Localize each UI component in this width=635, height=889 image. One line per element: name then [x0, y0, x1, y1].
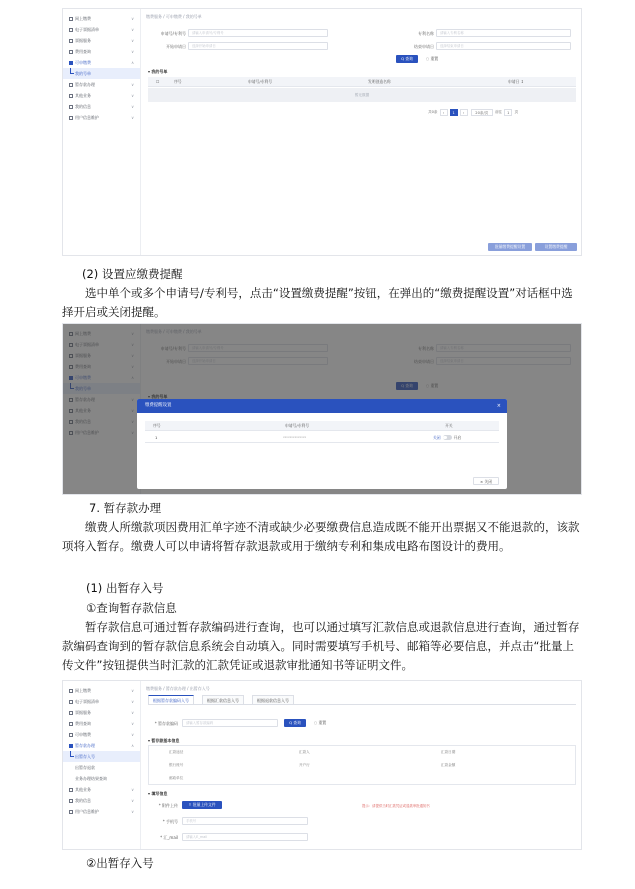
sidebar-item-label: 我的信息 [75, 104, 91, 109]
sidebar-item-4[interactable] [63, 729, 140, 740]
sidebar-item-label: 其他业务 [75, 93, 91, 98]
sidebar-item-11[interactable] [63, 806, 140, 817]
chevron-icon: ∨ [131, 699, 134, 704]
search-button[interactable]: Q 查询 [284, 719, 306, 727]
chevron-icon: ∨ [131, 93, 134, 98]
code-input[interactable]: 请输入暂存款编码 [182, 719, 278, 727]
paragraph-temp-deposit: 缴费人所缴款项因费用汇单字迹不清或缺少必要缴费信息造成既不能开出票据又不能退款的，该款项将入暂存。缴费人可以申请将暂存款退款或用于缴纳专利和集成电路布图设计的费用。 [62, 520, 580, 553]
sidebar-item-0[interactable] [63, 685, 140, 696]
chevron-icon: ∧ [131, 60, 134, 65]
email-input[interactable]: 请输入E_mail [182, 833, 308, 841]
search-button[interactable]: Q 查询 [396, 55, 418, 63]
goto-suffix: 页 [514, 110, 519, 114]
sidebar-item-label: 暂存款办理 [75, 82, 95, 87]
sidebar-item-2[interactable] [63, 35, 140, 46]
chevron-icon: ∨ [131, 721, 134, 726]
menu-icon [69, 105, 73, 109]
sidebar-item-label: 网上缴费 [75, 16, 91, 21]
field-bank-account: 银行账号 [169, 763, 184, 767]
sidebar-item-1[interactable] [63, 24, 140, 35]
phone-input[interactable]: 手机号 [182, 817, 308, 825]
row-switch[interactable] [433, 432, 461, 443]
chevron-icon: ∨ [131, 104, 134, 109]
reset-button[interactable]: ◌ 重置 [309, 719, 331, 727]
heading-query-deposit: ①查询暂存款信息 [86, 601, 177, 615]
deposit-info-grid [148, 745, 576, 785]
chevron-icon: ∧ [131, 743, 134, 748]
sidebar-item-1[interactable] [63, 696, 140, 707]
phone-label: * 手机号 [162, 819, 178, 824]
end-date-label: 结束申请日 [414, 44, 434, 49]
goto-input[interactable]: 1 [504, 109, 512, 116]
sidebar-subitem-7[interactable] [63, 762, 140, 773]
pagination [428, 108, 518, 116]
email-label: * 汇_mail [160, 835, 178, 840]
reset-button[interactable]: ◌ 重置 [421, 55, 443, 63]
chevron-icon: ∨ [131, 688, 134, 693]
menu-icon [69, 17, 73, 21]
batch-upload-button[interactable]: ⇪ 批量上传文件 [182, 801, 222, 809]
sidebar-item-label: 网上缴费 [75, 688, 91, 693]
sidebar-item-label: 可申缴费 [75, 732, 91, 737]
heading-out-deposit: ②出暂存入号 [86, 856, 154, 870]
upload-hint: 提示：请提供当时汇款凭证或退款审批通知书 [362, 804, 430, 808]
app-no-input[interactable]: 请输入申请号/专利号 [188, 29, 328, 37]
sidebar-item-label: 票据服务 [75, 710, 91, 715]
menu-icon [69, 50, 73, 54]
section-title: ▾ 我的号单 [148, 69, 168, 74]
sidebar-item-0[interactable] [63, 13, 140, 24]
tree-line-icon [70, 751, 74, 757]
heading-set-reminder: (2) 设置应缴费提醒 [82, 267, 183, 281]
chevron-icon: ∨ [131, 16, 134, 21]
sidebar-item-label: 电子票据清单 [75, 27, 99, 32]
dialog-close-button[interactable]: × 关闭 [473, 477, 499, 485]
page-size-select[interactable]: 20条/页 [471, 109, 493, 116]
sidebar-item-4[interactable] [63, 57, 140, 68]
menu-icon [69, 733, 73, 737]
pager-prev[interactable]: ‹ [440, 109, 448, 116]
sidebar [63, 9, 141, 255]
pager-next[interactable]: › [460, 109, 468, 116]
paragraph-set-reminder: 选中单个或多个申请号/专利号，点击“设置缴费提醒”按钮，在弹出的“缴费提醒设置”对话框中选择开启或关闭提醒。 [62, 286, 573, 319]
chevron-icon: ∨ [131, 732, 134, 737]
screenshot-my-orders [62, 8, 582, 256]
chevron-icon: ∨ [131, 798, 134, 803]
menu-icon [69, 689, 73, 693]
chevron-icon: ∨ [131, 710, 134, 715]
sidebar-item-label: 业务办理结果查询 [75, 776, 107, 781]
heading-temp-deposit: 7. 暂存款办理 [89, 501, 162, 515]
sidebar-item-8[interactable] [63, 101, 140, 112]
patent-name-input[interactable]: 请输入专利名称 [436, 29, 571, 37]
sidebar-item-label: 可申缴费 [75, 60, 91, 65]
table-header [148, 77, 576, 87]
sidebar-item-label: 我的信息 [75, 798, 91, 803]
sidebar-item-label: 用户信息维护 [75, 809, 99, 814]
open-date-label: 开始申请日 [166, 44, 186, 49]
sidebar-item-5[interactable] [63, 740, 140, 751]
sidebar-subitem-5[interactable] [63, 68, 140, 79]
field-postal-unit: 邮政单位 [169, 776, 184, 780]
field-amount: 汇款金额 [441, 763, 456, 767]
checkbox-all[interactable]: ☐ [156, 79, 160, 84]
sidebar-item-label: 我的号单 [75, 71, 91, 76]
chevron-icon: ∨ [131, 809, 134, 814]
close-icon[interactable]: × [496, 403, 501, 409]
set-reminder-button[interactable]: 设置缴费提醒 [535, 243, 577, 251]
sidebar-item-label: 用户信息维护 [75, 115, 99, 120]
open-date-input[interactable]: 选择开始申请日 [188, 42, 328, 50]
col-invention-name: 发明创造名称 [368, 79, 391, 84]
sidebar-item-label: 其他业务 [75, 787, 91, 792]
sidebar-item-label: 出暂存入号 [75, 754, 95, 759]
switch-off-label: 关闭 [433, 435, 441, 440]
sidebar-item-label: 电子票据清单 [75, 699, 99, 704]
dialog-header [137, 399, 507, 413]
dialog-table-header [145, 421, 499, 431]
col-app-no: 申请号/专利号 [248, 79, 273, 84]
sidebar-item-label: 出暂存退款 [75, 765, 95, 770]
app-no-label: 申请号/专利号 [160, 31, 186, 36]
section-fill-info: ▾ 填写信息 [148, 791, 168, 796]
tab-by-remittance[interactable]: 根据汇款信息入号 [202, 695, 244, 704]
dialog-title: 缴费提醒设置 [145, 403, 172, 408]
sidebar-item-9[interactable] [63, 112, 140, 123]
breadcrumb: 缴费服务 / 暂存款办理 / 出暂存入号 [146, 686, 210, 691]
sidebar-subitem-8[interactable] [63, 773, 140, 784]
sidebar-item-9[interactable] [63, 784, 140, 795]
col-index: 序号 [174, 79, 182, 84]
end-date-input[interactable]: 选择结束申请日 [436, 42, 571, 50]
menu-icon [69, 700, 73, 704]
menu-icon [69, 722, 73, 726]
sidebar-item-label: 票据服务 [75, 38, 91, 43]
tab-divider [148, 704, 576, 705]
section-basic-info: ▾ 暂存款基本信息 [148, 738, 180, 743]
tab-by-refund[interactable]: 根据退款信息入号 [252, 695, 294, 704]
goto-prefix: 前往 [494, 110, 503, 114]
field-remit-method: 汇款途径 [169, 750, 184, 754]
reminder-toggle[interactable] [443, 435, 452, 440]
chevron-icon: ∨ [131, 115, 134, 120]
empty-row: 暂无数据 [148, 88, 576, 102]
menu-icon [69, 83, 73, 87]
col-app-date[interactable]: 申请日 ↕ [508, 79, 524, 84]
switch-on-label: 开启 [453, 435, 462, 440]
sidebar-item-10[interactable] [63, 795, 140, 806]
sidebar-item-label: 费用查询 [75, 49, 91, 54]
field-bank: 开户行 [299, 763, 310, 767]
menu-icon [69, 94, 73, 98]
sidebar-item-6[interactable] [63, 79, 140, 90]
pager-total: 共0条 [428, 110, 438, 114]
sidebar-item-label: 费用查询 [75, 721, 91, 726]
menu-icon [69, 810, 73, 814]
menu-icon [69, 799, 73, 803]
breadcrumb: 缴费服务 / 可申缴费 / 我的号单 [146, 14, 202, 19]
sidebar-item-label: 暂存款办理 [75, 743, 95, 748]
sidebar [63, 681, 141, 849]
pager-current[interactable]: 1 [450, 109, 458, 116]
reminder-dialog [137, 399, 507, 489]
sidebar-subitem-6[interactable] [63, 751, 140, 762]
chevron-icon: ∨ [131, 27, 134, 32]
paragraph-query-deposit: 暂存款信息可通过暂存款编码进行查询，也可以通过填写汇款信息或退款信息进行查询，通过暂存款编码查询到的暂存款信息系统会自动填入。同时需要填写手机号、邮箱等必要信息，并点击“批量上传文件”按钮提供当时汇款的汇款凭证或退款审批通知书等证明文件。 [62, 620, 580, 672]
screenshot-deposit-number [62, 680, 582, 850]
main-panel [142, 9, 581, 255]
menu-icon [69, 744, 73, 748]
upload-label: * 附件上传 [158, 803, 178, 808]
code-label: * 暂存款编码 [154, 721, 178, 726]
table-row [145, 432, 499, 443]
chevron-icon: ∨ [131, 787, 134, 792]
sidebar-item-3[interactable] [63, 718, 140, 729]
menu-icon [69, 711, 73, 715]
main-panel [142, 681, 581, 849]
menu-icon [69, 28, 73, 32]
chevron-icon: ∨ [131, 49, 134, 54]
sidebar-item-3[interactable] [63, 46, 140, 57]
chevron-icon: ∨ [131, 38, 134, 43]
chevron-icon: ∨ [131, 82, 134, 87]
col-index: 序号 [153, 423, 161, 428]
batch-reminder-button[interactable]: 批量缴费提醒设置 [488, 243, 532, 251]
tree-line-icon [70, 68, 74, 74]
sidebar-item-7[interactable] [63, 90, 140, 101]
field-remitter: 汇款人 [299, 750, 310, 754]
menu-icon [69, 788, 73, 792]
sidebar-item-2[interactable] [63, 707, 140, 718]
col-switch: 开关 [445, 423, 453, 428]
menu-icon [69, 39, 73, 43]
tab-by-code[interactable]: 根据暂存款编码入号 [148, 695, 194, 704]
screenshot-reminder-dialog [62, 323, 582, 495]
heading-deposit-number: (1) 出暂存入号 [86, 581, 164, 595]
menu-icon [69, 116, 73, 120]
field-remit-date: 汇款日期 [441, 750, 456, 754]
patent-name-label: 专利名称 [418, 31, 434, 36]
menu-icon [69, 61, 73, 65]
row-app-no: xxxxxxxxxxxxxx [283, 435, 307, 439]
col-app-no: 申请号/专利号 [285, 423, 310, 428]
row-index: 1 [155, 435, 158, 440]
